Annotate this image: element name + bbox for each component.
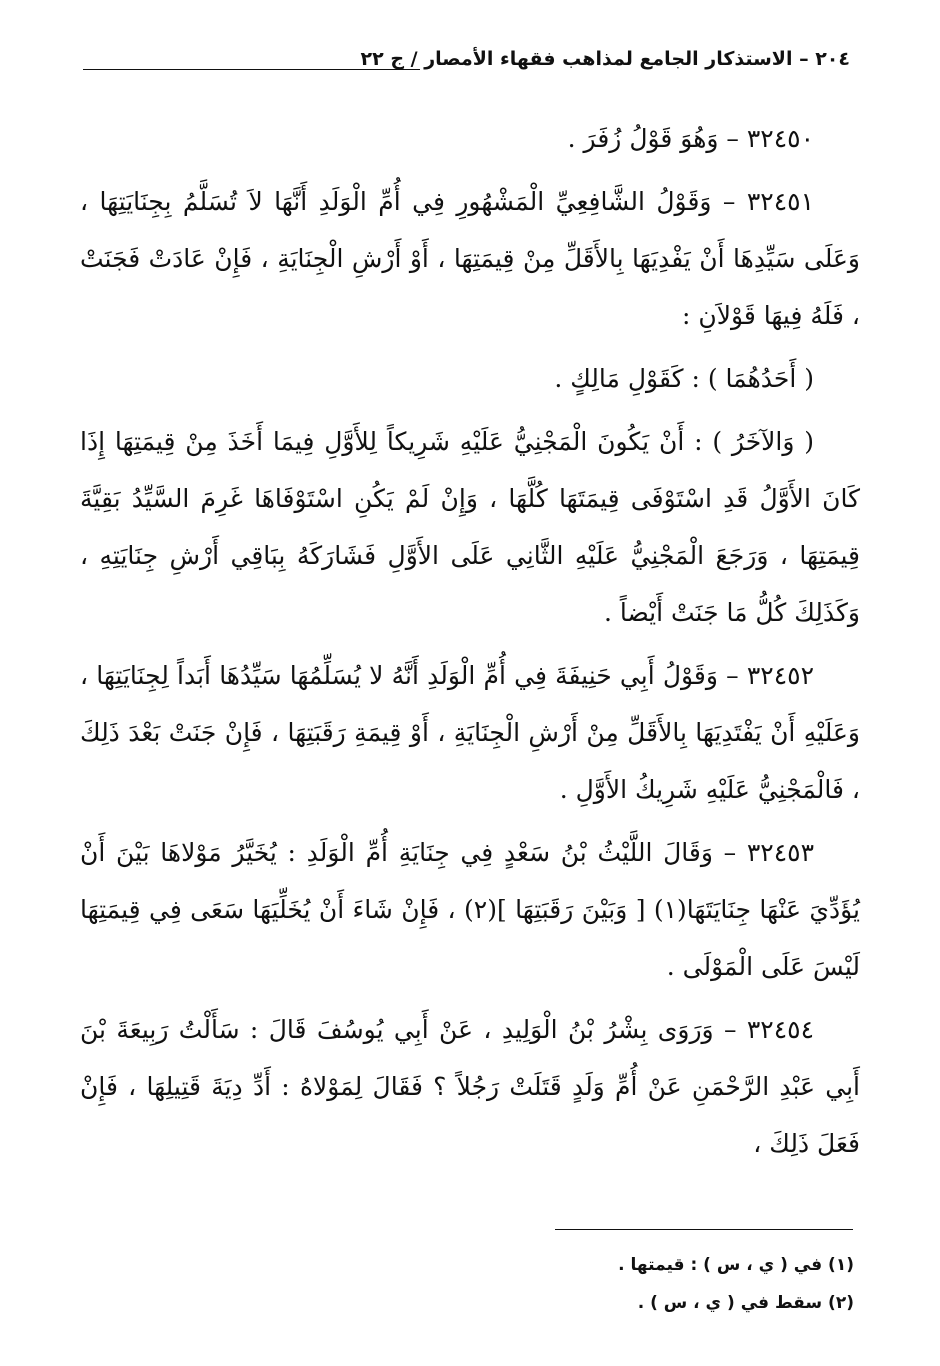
footnote-rule [555,1229,853,1230]
paragraph-text: ( وَالآخَرُ ) : أَنْ يَكُونَ الْمَجْنِيُّ عَلَيْهِ شَرِيكاً لِلأَوَّلِ فِيمَا أَخَذَ مِنْ قِيمَتِهَا إِذَا كَانَ الأَوَّلُ قَدِ اسْتَوْفَى قِيمَتَهَا كُلَّهَا ، وَإِنْ لَمْ يَكُنِ اسْتَوْفَاهَا غَرِمَ السَّيِّدُ بَقِيَّةَ قِيمَتِهَا ، وَرَجَعَ الْمَجْنِيُّ عَلَيْهِ الثَّانِي عَلَى الأَوَّلِ فَشَارَكَهُ بِبَاقِي أَرْشِ جِنَايَتِهِ ، وَكَذَلِكَ كُلُّ مَا جَنَتْ أَيْضاً . [80,427,860,627]
body-text [80,110,860,1178]
header-rule [83,69,420,70]
footnote-2: (٢) سقط في ( ي ، س ) . [637,1293,854,1313]
paragraph-number: ٣٢٤٥٤ [746,1015,814,1044]
footnote-1: (١) في ( ي ، س ) : قيمتها . [618,1255,854,1275]
paragraph-second-opinion [80,413,860,641]
paragraph-number: ٣٢٤٥٠ [746,124,814,153]
paragraph-text: – وَقَوْلُ أَبِي حَنِيفَةَ فِي أُمِّ الْوَلَدِ أَنَّهُ لا يُسَلِّمُهَا سَيِّدُهَا أَبَداً لِجِنَايَتِهَا ، وَعَلَيْهِ أَنْ يَفْتَدِيَهَا بِالأَقَلِّ مِنْ أَرْشِ الْجِنَايَةِ ، أَوْ قِيمَةِ رَقَبَتِهَا ، فَإِنْ جَنَتْ بَعْدَ ذَلِكَ ، فَالْمَجْنِيُّ عَلَيْهِ شَرِيكُ الأَوَّلِ . [80,661,860,804]
paragraph-32451 [80,173,860,344]
paragraph-32453 [80,824,860,995]
paragraph-text: ( أَحَدُهُمَا ) : كَقَوْلِ مَالِكٍ . [554,364,814,393]
paragraph-32452 [80,647,860,818]
paragraph-text: – وَقَوْلُ الشَّافِعِيِّ الْمَشْهُورِ فِي أُمِّ الْوَلَدِ أَنَّهَا لاَ تُسَلَّمُ بِجِنَايَتِهَا ، وَعَلَى سَيِّدِهَا أَنْ يَفْدِيَهَا بِالأَقَلِّ مِنْ قِيمَتِهَا ، أَوْ أَرْشِ الْجِنَايَةِ ، فَإِنْ عَادَتْ فَجَنَتْ ، فَلَهُ فِيهَا قَوْلاَنِ : [80,187,860,330]
paragraph-text: – وَقَالَ اللَّيْثُ بْنُ سَعْدٍ فِي جِنَايَةِ أُمِّ الْوَلَدِ : يُخَيَّرُ مَوْلاهَا بَيْنَ أَنْ يُؤَدِّيَ عَنْهَا جِنَايَتَهَا(١) [ وَبَيْنَ رَقَبَتِهَا ](٢) ، فَإِنْ شَاءَ أَنْ يُخَلِّيَهَا سَعَى فِي قِيمَتِهَا لَيْسَ عَلَى الْمَوْلَى . [80,838,860,981]
footnotes [254,1246,854,1322]
paragraph-number: ٣٢٤٥٢ [746,661,814,690]
paragraph-text: – وَهُوَ قَوْلُ زُفَرَ . [567,124,747,153]
paragraph-text: – وَرَوَى بِشْرُ بْنُ الْوَلِيدِ ، عَنْ أَبِي يُوسُفَ قَالَ : سَأَلْتُ رَبِيعَةَ بْنَ أَبِي عَبْدِ الرَّحْمَنِ عَنْ أُمِّ وَلَدٍ قَتَلَتْ رَجُلاً ؟ فَقَالَ لِمَوْلاهُ : أَدِّ دِيَةَ قَتِيلِهَا ، فَإِنْ فَعَلَ ذَلِكَ ، [80,1015,860,1158]
running-header: ٢٠٤ – الاستذكار الجامع لمذاهب فقهاء الأمصار / ج ٢٢ [360,48,850,70]
paragraph-32450 [80,110,860,167]
paragraph-number: ٣٢٤٥٣ [746,838,814,867]
paragraph-first-opinion [80,350,860,407]
paragraph-number: ٣٢٤٥١ [746,187,814,216]
paragraph-32454 [80,1001,860,1172]
